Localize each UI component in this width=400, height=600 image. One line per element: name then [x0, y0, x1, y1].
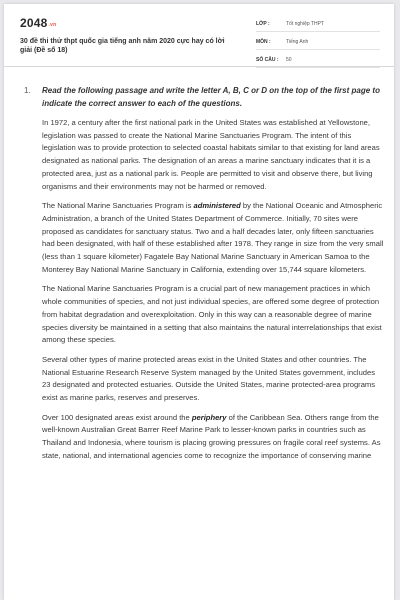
document-page [4, 4, 394, 600]
emphasized-word: periphery [191, 412, 227, 422]
passage-paragraph: The National Marine Sanctuaries Program is a crucial part of new management practices in which whole communities of species, and not just individual species, are offered some degree of protection from habitat degradation and overexploitation. Only in this way can a reasonable degree of marine species diversity be maintained in a setting that also maintains the natural interrelationships that exist among these species. [42, 284, 382, 345]
site-logo[interactable]: 2048.vn [20, 16, 57, 30]
meta-value: 50 [286, 57, 292, 63]
meta-row-grade [256, 17, 380, 32]
passage-paragraph: Over 100 designated areas exist around the periphery of the Caribbean Sea. Others range from the well-known Australian Great Barrer Reef Marine Park to lesser-known parks in countries such as Thailand and Indonesia, where tourism is placing growing pressures on fragile coral reef systems. As state, national, and international agencies come to recognize the importance of conserving marine [42, 412, 381, 460]
question-text: Read the following passage and write the letter A, B, C or D on the top of the first page to indicate the correct answer to each of the questions. [42, 86, 380, 108]
page-header [4, 4, 394, 67]
question-content [24, 84, 384, 463]
passage-paragraph: In 1972, a century after the first national park in the United States was established at Yellowstone, legislation was passed to create the National Marine Sanctuaries Program. The intent of this legislation was to provide protection to selected coastal habitats similar to that existing for land areas designated as national parks. The designation of an areas a marine sanctuary indicates that it is a protected area, just as a national park is. People are permitted to visit and observe there, but living organisms and their environments may not be harmed or removed. [42, 118, 380, 191]
meta-key: SỐ CÂU : [256, 57, 279, 63]
question-number: 1. [24, 86, 31, 95]
meta-value: Tiếng Anh [286, 39, 309, 45]
meta-row-question-count [256, 53, 380, 68]
document-meta [256, 17, 380, 71]
passage-paragraph: The National Marine Sanctuaries Program is administered by the National Oceanic and Atmospheric Administration, a branch of the United States Department of Commerce. Initially, 70 sites were proposed as candidates for sanctuary status. Two and a half decades later, only fifteen sanctuaries had been designated, with half of these established after 1978. They range in size from the very small (less than 1 square kilometer) Fagatele Bay National Marine Sanctuary in American Samoa to the Monterey Bay National Marine Sanctuary in California, extending over 15,744 square kilometers. [42, 201, 384, 274]
question-prompt [24, 84, 384, 110]
emphasized-word: administered [193, 201, 241, 211]
passage-paragraph: Several other types of marine protected areas exist in the United States and other countries. The National Estuarine Research Reserve System managed by the United States government, includes 23 designated and protected estuaries. Outside the United States, marine protected-area programs exist as marine parks, reserves and preserves. [42, 354, 376, 403]
meta-key: MÔN : [256, 39, 271, 45]
document-title: 30 đề thi thử thpt quốc gia tiếng anh năm 2020 cực hay có lời giải (Đề số 18) [20, 38, 225, 54]
meta-value: Tốt nghiệp THPT [286, 21, 324, 27]
meta-row-subject [256, 35, 380, 50]
meta-key: LỚP : [256, 21, 270, 27]
